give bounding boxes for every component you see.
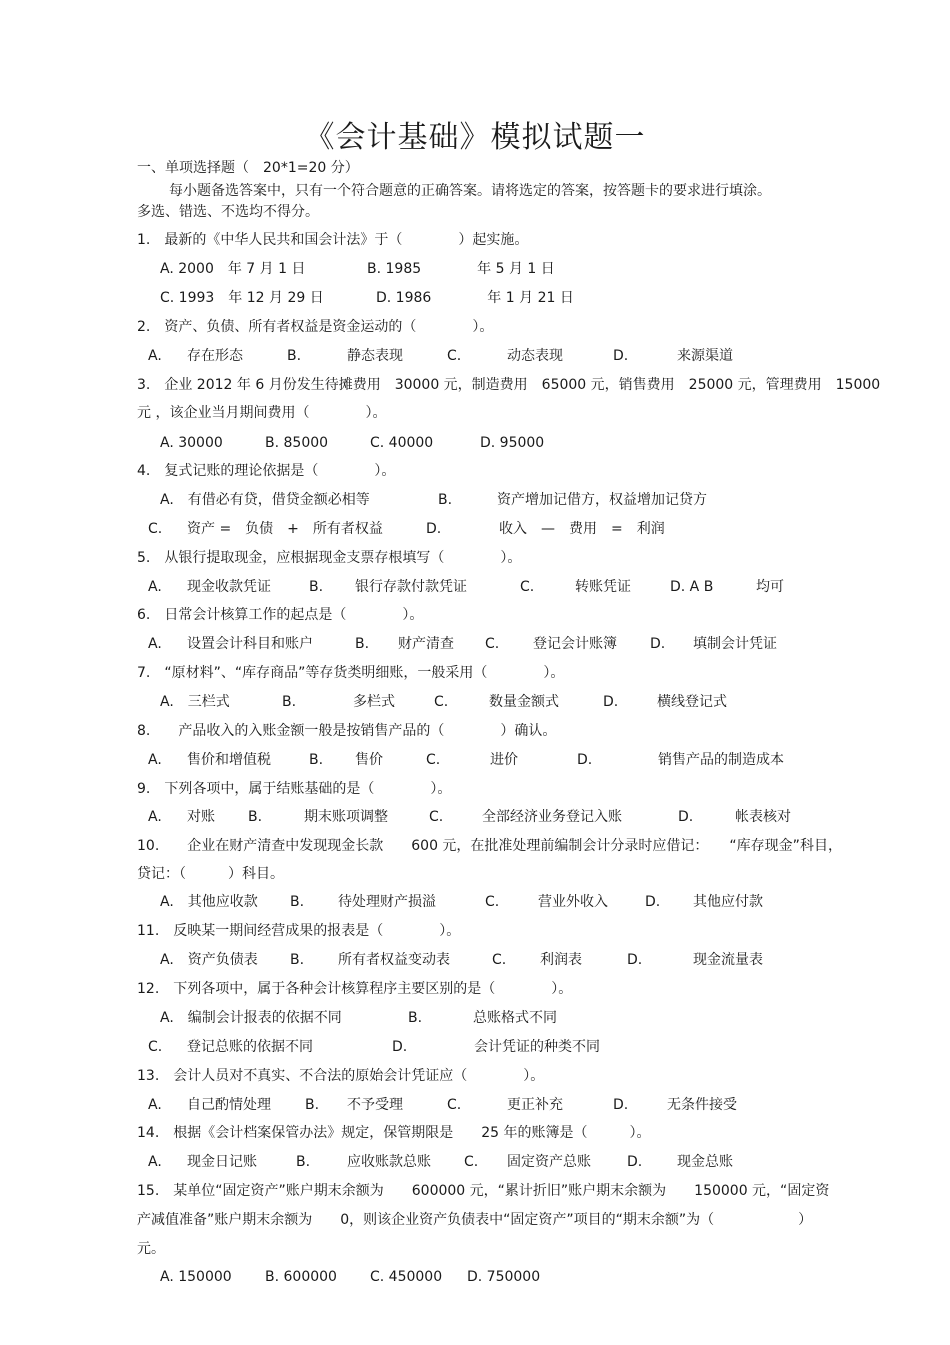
question-15-text: 15. 某单位“固定资产”账户期末余额为 600000 元，“累计折旧”账户期末余额为 150000 元，“固定资 <box>137 1183 830 1199</box>
question-12-option: 会计凭证的种类不同 <box>474 1039 600 1055</box>
question-7-option: 多栏式 <box>353 694 395 710</box>
question-10-option-letter: C. <box>485 894 500 910</box>
question-9-option: 帐表核对 <box>735 809 791 825</box>
question-11-option: 所有者权益变动表 <box>338 952 450 968</box>
question-6-option-letter: A. <box>148 636 162 652</box>
question-4-option: 资产增加记借方，权益增加记贷方 <box>497 492 707 508</box>
question-4-option-letter: D. <box>426 521 442 537</box>
question-2-option-letter: C. <box>447 348 462 364</box>
question-6-option-letter: C. <box>485 636 500 652</box>
question-8-option-letter: A. <box>148 752 162 768</box>
question-14-option-letter: D. <box>627 1154 643 1170</box>
question-1-text: 1. 最新的《中华人民共和国会计法》于（ ）起实施。 <box>137 232 529 248</box>
question-13-option: 自己酌情处理 <box>187 1097 271 1113</box>
question-1-option: D. 1986 年 1 月 21 日 <box>376 290 574 306</box>
question-6-option: 登记会计账簿 <box>533 636 617 652</box>
question-4-option-letter: C. <box>148 521 163 537</box>
question-12-option: A. 编制会计报表的依据不同 <box>160 1010 342 1026</box>
question-6-option: 设置会计科目和账户 <box>187 636 313 652</box>
question-8-option: 进价 <box>490 752 518 768</box>
question-8-option: 售价和增值税 <box>187 752 271 768</box>
question-11-text: 11. 反映某一期间经营成果的报表是（ ）。 <box>137 923 461 939</box>
question-14-option: 固定资产总账 <box>507 1154 591 1170</box>
question-7-text: 7. “原材料”、“库存商品”等存货类明细账，一般采用（ ）。 <box>137 665 565 681</box>
question-10-option: 其他应付款 <box>693 894 763 910</box>
question-10-option-letter: B. <box>290 894 305 910</box>
question-5-option-letter: A. <box>148 579 162 595</box>
question-12-option-letter: D. <box>392 1039 408 1055</box>
question-14-option: 应收账款总账 <box>347 1154 431 1170</box>
question-8-option-letter: C. <box>426 752 441 768</box>
question-2-option: 动态表现 <box>507 348 563 364</box>
question-8-option: 售价 <box>355 752 383 768</box>
question-9-option: 对账 <box>187 809 215 825</box>
question-15-option: D. 750000 <box>467 1269 541 1285</box>
question-2-option-letter: D. <box>613 348 629 364</box>
question-7-option-letter: C. <box>434 694 449 710</box>
question-6-option: 填制会计凭证 <box>693 636 777 652</box>
instructions-line-2: 多选、错选、不选均不得分。 <box>137 204 319 220</box>
question-9-option: 全部经济业务登记入账 <box>482 809 622 825</box>
question-4-text: 4. 复式记账的理论依据是（ ）。 <box>137 463 396 479</box>
question-2-option-letter: B. <box>287 348 302 364</box>
question-7-option: 横线登记式 <box>657 694 727 710</box>
question-8-option: 销售产品的制造成本 <box>658 752 784 768</box>
question-3-option: B. 85000 <box>265 435 329 451</box>
question-12-option-letter: B. <box>408 1010 423 1026</box>
question-8-option-letter: D. <box>577 752 593 768</box>
question-6-option-letter: D. <box>650 636 666 652</box>
question-15-option: C. 450000 <box>370 1269 443 1285</box>
question-4-option: A. 有借必有贷，借贷金额必相等 <box>160 492 370 508</box>
question-15-option: B. 600000 <box>265 1269 337 1285</box>
question-3-text-cont: 元 ，该企业当月期间费用（ ）。 <box>137 405 387 421</box>
question-4-option: 资产 = 负债 + 所有者权益 <box>187 521 383 537</box>
question-9-option-letter: B. <box>248 809 263 825</box>
question-13-option: 无条件接受 <box>667 1097 737 1113</box>
question-10-text-cont: 贷记：（ ）科目。 <box>137 866 284 882</box>
question-2-text: 2. 资产、负债、所有者权益是资金运动的（ ）。 <box>137 319 494 335</box>
instructions-line-1: 每小题备选答案中，只有一个符合题意的正确答案。请将选定的答案，按答题卡的要求进行填涂。 <box>169 183 771 199</box>
question-3-option: C. 40000 <box>370 435 434 451</box>
question-10-option: 待处理财产损溢 <box>338 894 436 910</box>
question-10-text: 10. 企业在财产清查中发现现金长款 600 元，在批准处理前编制会计分录时应借记： “库存现金”科目， <box>137 838 842 854</box>
question-13-option-letter: A. <box>148 1097 162 1113</box>
question-2-option: 来源渠道 <box>677 348 733 364</box>
question-14-option-letter: C. <box>464 1154 479 1170</box>
question-7-option: 数量金额式 <box>489 694 559 710</box>
question-15-option: A. 150000 <box>160 1269 232 1285</box>
question-15-text-cont: 产减值准备”账户期末余额为 0，则该企业资产负债表中“固定资产”项目的“期末余额”为（ ） <box>137 1212 813 1228</box>
question-7-option: A. 三栏式 <box>160 694 230 710</box>
question-10-option-letter: D. <box>645 894 661 910</box>
question-7-option-letter: D. <box>603 694 619 710</box>
question-2-option: 静态表现 <box>347 348 403 364</box>
question-4-option-letter: B. <box>438 492 453 508</box>
question-11-option: 现金流量表 <box>693 952 763 968</box>
question-6-option-letter: B. <box>355 636 370 652</box>
section-heading: 一、单项选择题（ 20*1=20 分） <box>137 160 359 176</box>
question-4-option: 收入 — 费用 = 利润 <box>499 521 665 537</box>
question-3-option: D. 95000 <box>480 435 545 451</box>
question-5-option: 现金收款凭证 <box>187 579 271 595</box>
question-3-text: 3. 企业 2012 年 6 月份发生待摊费用 30000 元，制造费用 65000 元，销售费用 25000 元，管理费用 15000 <box>137 377 881 393</box>
question-10-option: 营业外收入 <box>538 894 608 910</box>
question-1-option: A. 2000 年 7 月 1 日 <box>160 261 306 277</box>
question-12-option: 总账格式不同 <box>473 1010 557 1026</box>
question-2-option-letter: A. <box>148 348 162 364</box>
question-11-option-letter: D. <box>627 952 643 968</box>
question-11-option: 利润表 <box>540 952 582 968</box>
question-5-option: 银行存款付款凭证 <box>355 579 467 595</box>
question-13-option-letter: C. <box>447 1097 462 1113</box>
question-14-option: 现金日记账 <box>187 1154 257 1170</box>
question-13-text: 13. 会计人员对不真实、不合法的原始会计凭证应（ ）。 <box>137 1068 545 1084</box>
question-9-option: 期末账项调整 <box>304 809 388 825</box>
question-2-option: 存在形态 <box>187 348 243 364</box>
question-9-text: 9. 下列各项中，属于结账基础的是（ ）。 <box>137 781 452 797</box>
question-1-option: C. 1993 年 12 月 29 日 <box>160 290 324 306</box>
question-1-option: B. 1985 年 5 月 1 日 <box>367 261 555 277</box>
question-13-option-letter: B. <box>305 1097 320 1113</box>
question-6-option: 财产清查 <box>398 636 454 652</box>
question-9-option-letter: A. <box>148 809 162 825</box>
question-8-text: 8. 产品收入的入账金额一般是按销售产品的（ ）确认。 <box>137 723 557 739</box>
question-6-text: 6. 日常会计核算工作的起点是（ ）。 <box>137 607 424 623</box>
question-3-option: A. 30000 <box>160 435 223 451</box>
question-14-option-letter: B. <box>296 1154 311 1170</box>
question-14-option: 现金总账 <box>677 1154 733 1170</box>
question-5-option-letter: B. <box>309 579 324 595</box>
question-14-option-letter: A. <box>148 1154 162 1170</box>
question-5-option-letter: C. <box>520 579 535 595</box>
question-11-option: A. 资产负债表 <box>160 952 258 968</box>
question-8-option-letter: B. <box>309 752 324 768</box>
question-5-option: 均可 <box>756 579 784 595</box>
question-15-text-cont: 元。 <box>137 1241 165 1257</box>
question-11-option-letter: C. <box>492 952 507 968</box>
question-7-option-letter: B. <box>282 694 297 710</box>
question-9-option-letter: C. <box>429 809 444 825</box>
question-9-option-letter: D. <box>678 809 694 825</box>
question-5-option: 转账凭证 <box>575 579 631 595</box>
question-5-text: 5. 从银行提取现金，应根据现金支票存根填写（ ）。 <box>137 550 522 566</box>
question-12-option-letter: C. <box>148 1039 163 1055</box>
page-title: 《会计基础》模拟试题一 <box>304 120 646 155</box>
question-12-option: 登记总账的依据不同 <box>187 1039 313 1055</box>
question-11-option-letter: B. <box>290 952 305 968</box>
question-13-option: 不予受理 <box>347 1097 403 1113</box>
question-13-option: 更正补充 <box>507 1097 563 1113</box>
question-12-text: 12. 下列各项中，属于各种会计核算程序主要区别的是（ ）。 <box>137 981 573 997</box>
question-14-text: 14. 根据《会计档案保管办法》规定，保管期限是 25 年的账簿是（ ）。 <box>137 1125 651 1141</box>
question-13-option-letter: D. <box>613 1097 629 1113</box>
question-5-option-letter: D. A B <box>670 579 714 595</box>
question-10-option: A. 其他应收款 <box>160 894 258 910</box>
